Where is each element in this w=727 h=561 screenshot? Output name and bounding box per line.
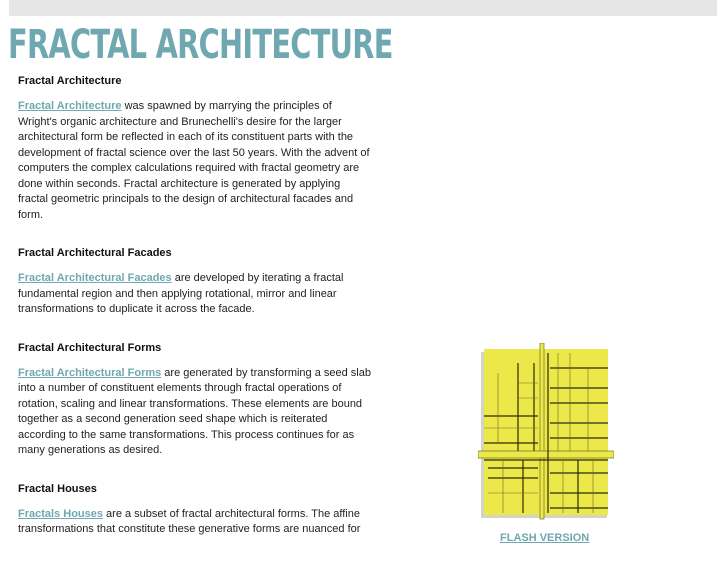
section-heading: Fractal Houses bbox=[18, 482, 97, 495]
section-paragraph bbox=[18, 366, 373, 459]
section-fractal-houses bbox=[18, 482, 373, 538]
main-content bbox=[18, 74, 373, 561]
section-paragraph bbox=[18, 271, 373, 318]
paragraph-text: are a subset of fractal architectural forms. The affine transformations that constitute these generative forms are nuanced for bbox=[18, 507, 361, 535]
fractal-facades-link[interactable]: Fractal Architectural Facades bbox=[18, 272, 172, 284]
fractal-architecture-link[interactable]: Fractal Architecture bbox=[18, 100, 122, 112]
fractal-forms-link[interactable]: Fractal Architectural Forms bbox=[18, 366, 162, 379]
section-heading: Fractal Architectural Forms bbox=[18, 341, 162, 354]
paragraph-text: are developed by iterating a fractal fundamental region and then applying rotational, mirror and linear transformations to duplicate it across the facade. bbox=[18, 272, 344, 315]
fractal-houses-link[interactable]: Fractals Houses bbox=[18, 507, 103, 520]
section-heading: Fractal Architecture bbox=[18, 75, 122, 87]
paragraph-text: was spawned by marrying the principles of Wright's organic architecture and Brunechelli's desire for the larger architectural form be reflected in each of its constituent parts with the development of fractal science over the last 50 years. With the advent of computers the complex calculations required with fractal geometry are done within seconds. Fractal architecture is generated by applying fractal geometric principals to the design of architectural facades and form. bbox=[18, 100, 370, 221]
section-paragraph bbox=[18, 99, 373, 223]
paragraph-text: are generated by transforming a seed slab into a number of constituent elements through fractal operations of rotation, scaling and linear transformations. These elements are bound together as a second generation seed shape which is reiterated according to the same transformations. This process continues for as many generations as desired. bbox=[18, 366, 371, 456]
top-bar bbox=[9, 0, 717, 16]
site-title: FRACTAL ARCHITECTURE bbox=[8, 22, 393, 68]
section-fractal-forms bbox=[18, 341, 373, 459]
section-paragraph bbox=[18, 507, 373, 538]
fractal-building-icon bbox=[478, 343, 614, 523]
fractal-building-image[interactable] bbox=[478, 343, 614, 523]
section-heading: Fractal Architectural Facades bbox=[18, 247, 172, 259]
section-fractal-architecture bbox=[18, 74, 373, 223]
flash-version-link[interactable]: FLASH VERSION bbox=[500, 532, 590, 544]
section-fractal-facades bbox=[18, 246, 373, 318]
